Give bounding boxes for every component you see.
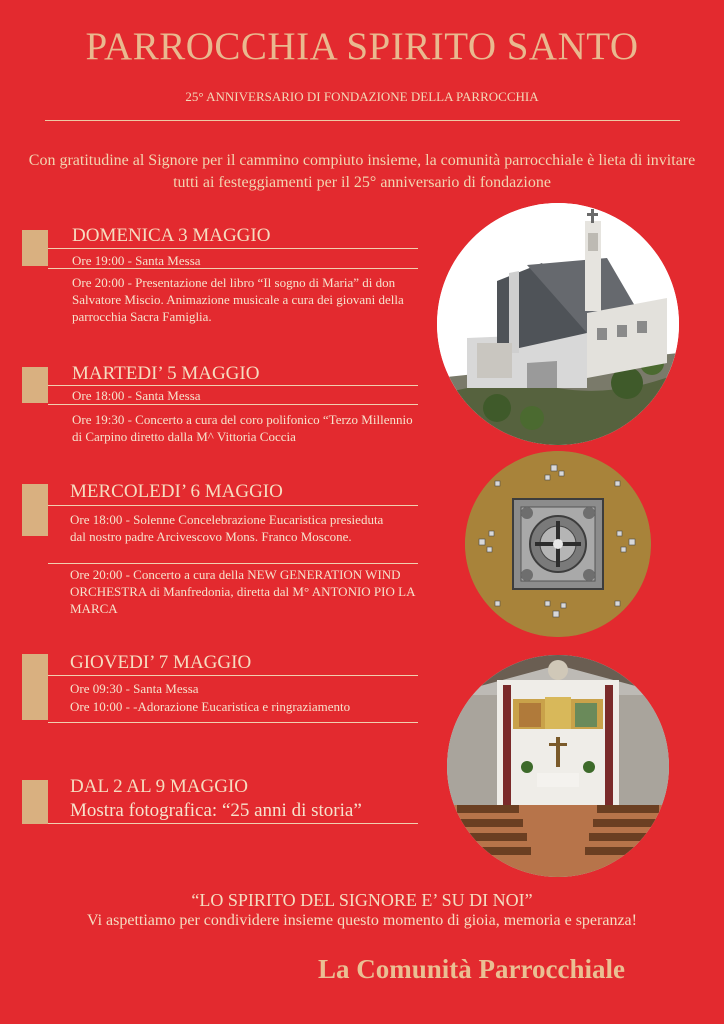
day-heading-rule	[48, 248, 418, 249]
event-item: Ore 19:30 - Concerto a cura del coro polifonico “Terzo Millennio di Carpino diretto dalla M^ Vittoria Coccia	[72, 412, 413, 444]
mostra-text: Mostra fotografica: “25 anni di storia”	[70, 800, 362, 821]
event-item: Ore 20:00 - Presentazione del libro “Il sogno di Maria” di don Salvatore Miscio. Animazione musicale a cura dei giovani della parrocchia Sacra Famiglia.	[72, 275, 404, 324]
day-heading-rule	[48, 505, 418, 506]
item-rule	[48, 268, 418, 269]
day-marker	[22, 780, 48, 824]
event-item: Ore 18:00 - Santa Messa	[72, 388, 201, 403]
day-heading-martedi: MARTEDI’ 5 MAGGIO	[72, 363, 260, 384]
event-item: Ore 09:30 - Santa Messa	[70, 681, 199, 696]
event-item: Ore 19:00 - Santa Messa	[72, 253, 201, 268]
mostra-heading: DAL 2 AL 9 MAGGIO	[70, 776, 249, 797]
intro-text: Con gratitudine al Signore per il cammino compiuto insieme, la comunità parrocchiale è lieta di invitare tutti ai festeggiamenti per il 25° anniversario di fondazione	[28, 152, 696, 191]
day-heading-rule	[48, 675, 418, 676]
day-heading-mercoledi: MERCOLEDI’ 6 MAGGIO	[70, 481, 283, 502]
mostra-rule	[48, 823, 418, 824]
item-rule	[48, 404, 418, 405]
day-heading-giovedi: GIOVEDI’ 7 MAGGIO	[70, 652, 252, 673]
day-marker	[22, 484, 48, 536]
cross-medallion	[465, 451, 651, 637]
event-item: Ore 10:00 - -Adorazione Eucaristica e ringraziamento	[70, 699, 351, 714]
day-marker	[22, 230, 48, 266]
day-marker	[22, 654, 48, 720]
item-rule	[48, 722, 418, 723]
day-marker	[22, 367, 48, 403]
title-divider	[45, 120, 680, 121]
page-title: PARROCCHIA SPIRITO SANTO	[85, 25, 639, 68]
event-item: Ore 18:00 - Solenne Concelebrazione Eucaristica presieduta dal nostro padre Arcivescovo Mons. Franco Moscone.	[70, 512, 384, 544]
page-subtitle: 25° ANNIVERSARIO DI FONDAZIONE DELLA PARROCCHIA	[185, 89, 539, 104]
day-heading-domenica: DOMENICA 3 MAGGIO	[72, 225, 271, 246]
footer-invite: Vi aspettiamo per condividere insieme questo momento di gioia, memoria e speranza!	[87, 912, 637, 929]
event-item: Ore 20:00 - Concerto a cura della NEW GENERATION WIND ORCHESTRA di Manfredonia, diretta dal M° ANTONIO PIO LA MARCA	[70, 567, 415, 616]
item-rule	[48, 563, 418, 564]
footer-signature: La Comunità Parrocchiale	[318, 954, 625, 984]
footer-motto: “LO SPIRITO DEL SIGNORE E’ SU DI NOI”	[191, 890, 533, 910]
church-exterior-photo	[437, 203, 679, 445]
day-heading-rule	[48, 385, 418, 386]
church-interior-photo	[447, 655, 669, 877]
